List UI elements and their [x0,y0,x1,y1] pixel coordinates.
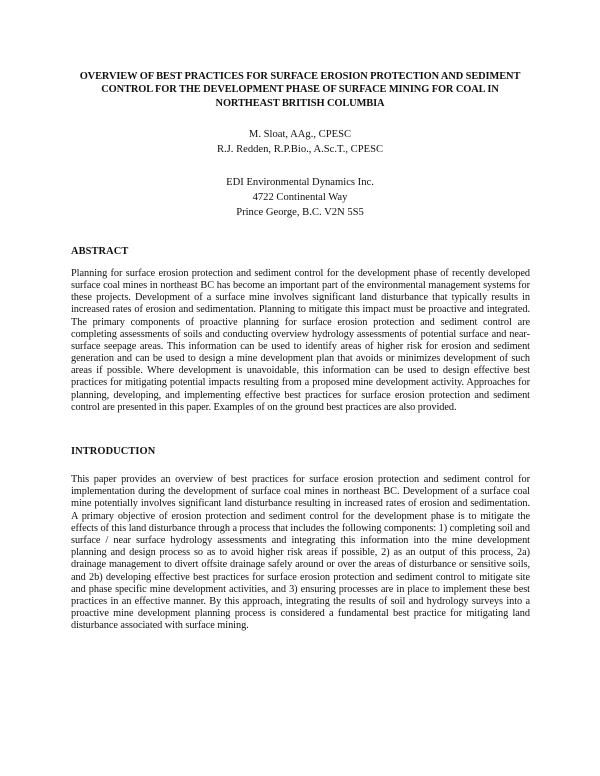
abstract-body: Planning for surface erosion protection and sediment control for the development phase of recently developed surface coal mines in northeast BC has become an important part of the environmental management systems for these projects. Development of a surface mine involves significant land disturbance that typically results in increased rates of erosion and sedimentation. Planning to mitigate this impact must be proactive and integrated. The primary components of proactive planning for surface erosion protection and sediment control are completing assessments of soils and conducting overview hydrology assessments of potential surface and near-surface seepage areas. This information can be used to identify areas of higher risk for erosion and sediment generation and can be used to design a mine development plan that avoids or minimizes development of such areas if possible. Where development is unavoidable, this information can be used to design effective best practices for mitigating potential impacts resulting from a proposed mine development activity. Approaches for planning, developing, and implementing effective best practices for surface erosion protection and sediment control are presented in this paper. Examples of on the ground best practices are also provided. [71,268,530,413]
introduction-heading: INTRODUCTION [71,446,156,457]
author-list [0,128,600,157]
author-2: R.J. Redden, R.P.Bio., A.Sc.T., CPESC [216,143,384,155]
affiliation-city: Prince George, B.C. V2N 5S5 [236,206,364,218]
affiliation-street: 4722 Continental Way [252,191,348,203]
author-1: M. Sloat, AAg., CPESC [248,129,352,140]
affiliation-organization: EDI Environmental Dynamics Inc. [226,177,374,188]
affiliation [0,176,600,220]
introduction-body: This paper provides an overview of best practices for surface erosion protection and sediment control for implementation during the development of surface coal mines in northeast BC. Development of a surface coal mine potentially involves significant land disturbance resulting in increased rates of erosion and sedimentation. A primary objective of erosion protection and sediment control for the development phase is to mitigate the effects of this land disturbance through a process that includes the following components: 1) completing soil and surface / near surface hydrology assessments and integrating this information into the mine development planning and design process so as to avoid higher risk areas if possible, 2) as an output of this process, 2a) drainage management to divert offsite drainage safely around or over the areas of disturbance or sensitive soils, and 2b) developing effective best practices for surface erosion protection and sediment control to mitigate site and phase specific mine development activities, and 3) ensuring processes are in place to implement these best practices in an effective manner. By this approach, integrating the results of soil and hydrology surveys into a proactive mine development planning process is considered a fundamental best practice for mitigating land disturbance associated with surface mining. [71,474,530,632]
abstract-heading: ABSTRACT [71,246,129,257]
paper-title: OVERVIEW OF BEST PRACTICES FOR SURFACE EROSION PROTECTION AND SEDIMENT CONTROL FOR THE DEVELOPMENT PHASE OF SURFACE MINING FOR COAL IN NORTHEAST BRITISH COLUMBIA [79,71,521,109]
